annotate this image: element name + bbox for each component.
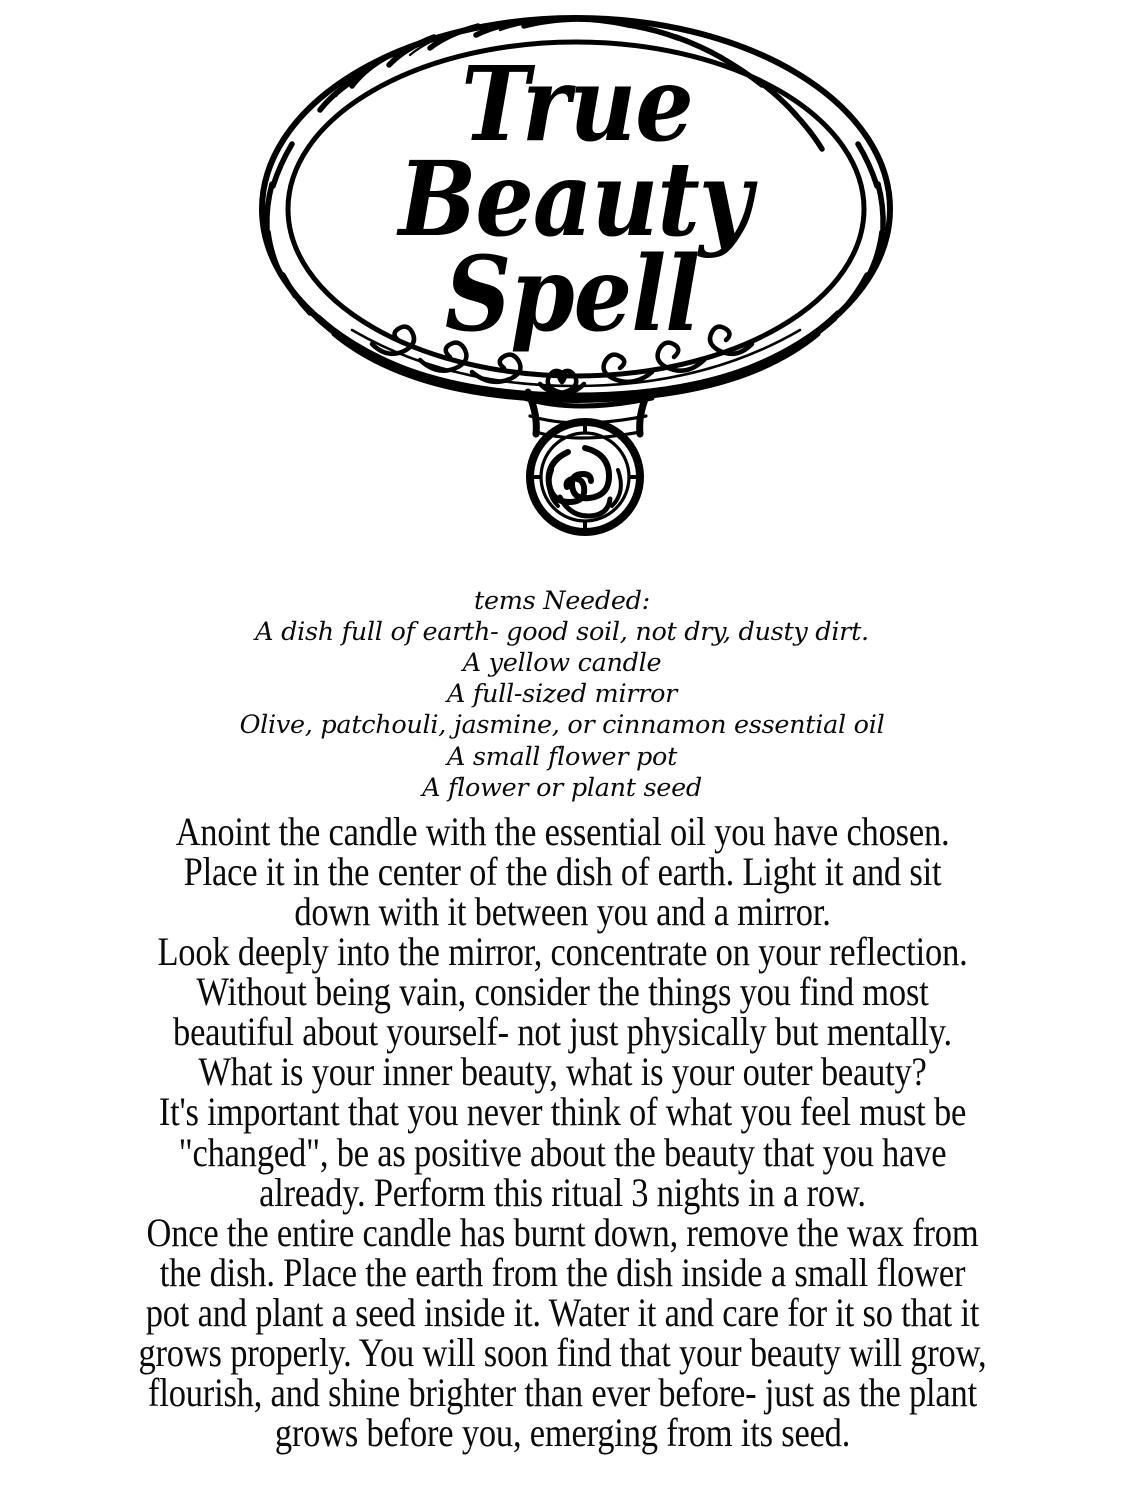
- hand-mirror-illustration: [0, 0, 1125, 545]
- instructions-line: Without being vain, consider the things you find most: [196, 969, 929, 1015]
- items-needed-section: [112, 586, 1012, 804]
- title-line-1: True: [461, 43, 693, 165]
- hand-mirror-svg: [0, 0, 1125, 545]
- instructions-line: Place it in the center of the dish of earth. Light it and sit: [183, 848, 942, 895]
- instructions-line: "changed", be as positive about the beauty that you have: [178, 1129, 947, 1175]
- instructions-line: down with it between you and a mirror.: [294, 888, 831, 935]
- title-line-3: Spell: [444, 234, 700, 356]
- title-line-2: Beauty: [398, 139, 752, 260]
- instructions-line: It's important that you never think of what you feel must be: [158, 1089, 967, 1135]
- instructions-line: already. Perform this ritual 3 nights in a row.: [259, 1169, 866, 1215]
- instructions-line: pot and plant a seed inside it. Water it and care for it so that it: [145, 1289, 980, 1335]
- list-item: A full-sized mirror: [446, 679, 678, 710]
- instructions-line: flourish, and shine brighter than ever before- just as the plant: [148, 1369, 977, 1415]
- list-item: A dish full of earth- good soil, not dry, dusty dirt.: [255, 617, 869, 648]
- instructions-line: Once the entire candle has burnt down, remove the wax from: [146, 1209, 979, 1255]
- list-item: A flower or plant seed: [422, 772, 702, 803]
- instructions-paragraph: [62, 1209, 1063, 1455]
- frame-filigree-base: [318, 318, 834, 400]
- rope-shading: [267, 20, 883, 297]
- list-item: A yellow candle: [462, 648, 662, 679]
- list-item: Olive, patchouli, jasmine, or cinnamon essential oil: [239, 710, 885, 741]
- instructions-paragraph: [62, 808, 1063, 935]
- items-needed-heading: tems Needed:: [474, 586, 650, 616]
- instructions-line: beautiful about yourself- not just physically but mentally.: [173, 1009, 952, 1055]
- list-item: A small flower pot: [446, 741, 678, 772]
- instructions-line: Look deeply into the mirror, concentrate on your reflection.: [157, 928, 968, 975]
- instructions-line: Anoint the candle with the essential oil you have chosen.: [175, 808, 950, 855]
- instructions-paragraph: [62, 928, 1063, 1215]
- instructions-line: grows properly. You will soon find that your beauty will grow,: [138, 1329, 987, 1375]
- instructions-section: [62, 808, 1063, 1455]
- instructions-line: What is your inner beauty, what is your outer beauty?: [198, 1049, 927, 1095]
- instructions-line: the dish. Place the earth from the dish inside a small flower: [159, 1249, 966, 1295]
- instructions-line: grows before you, emerging from its seed.: [274, 1409, 851, 1455]
